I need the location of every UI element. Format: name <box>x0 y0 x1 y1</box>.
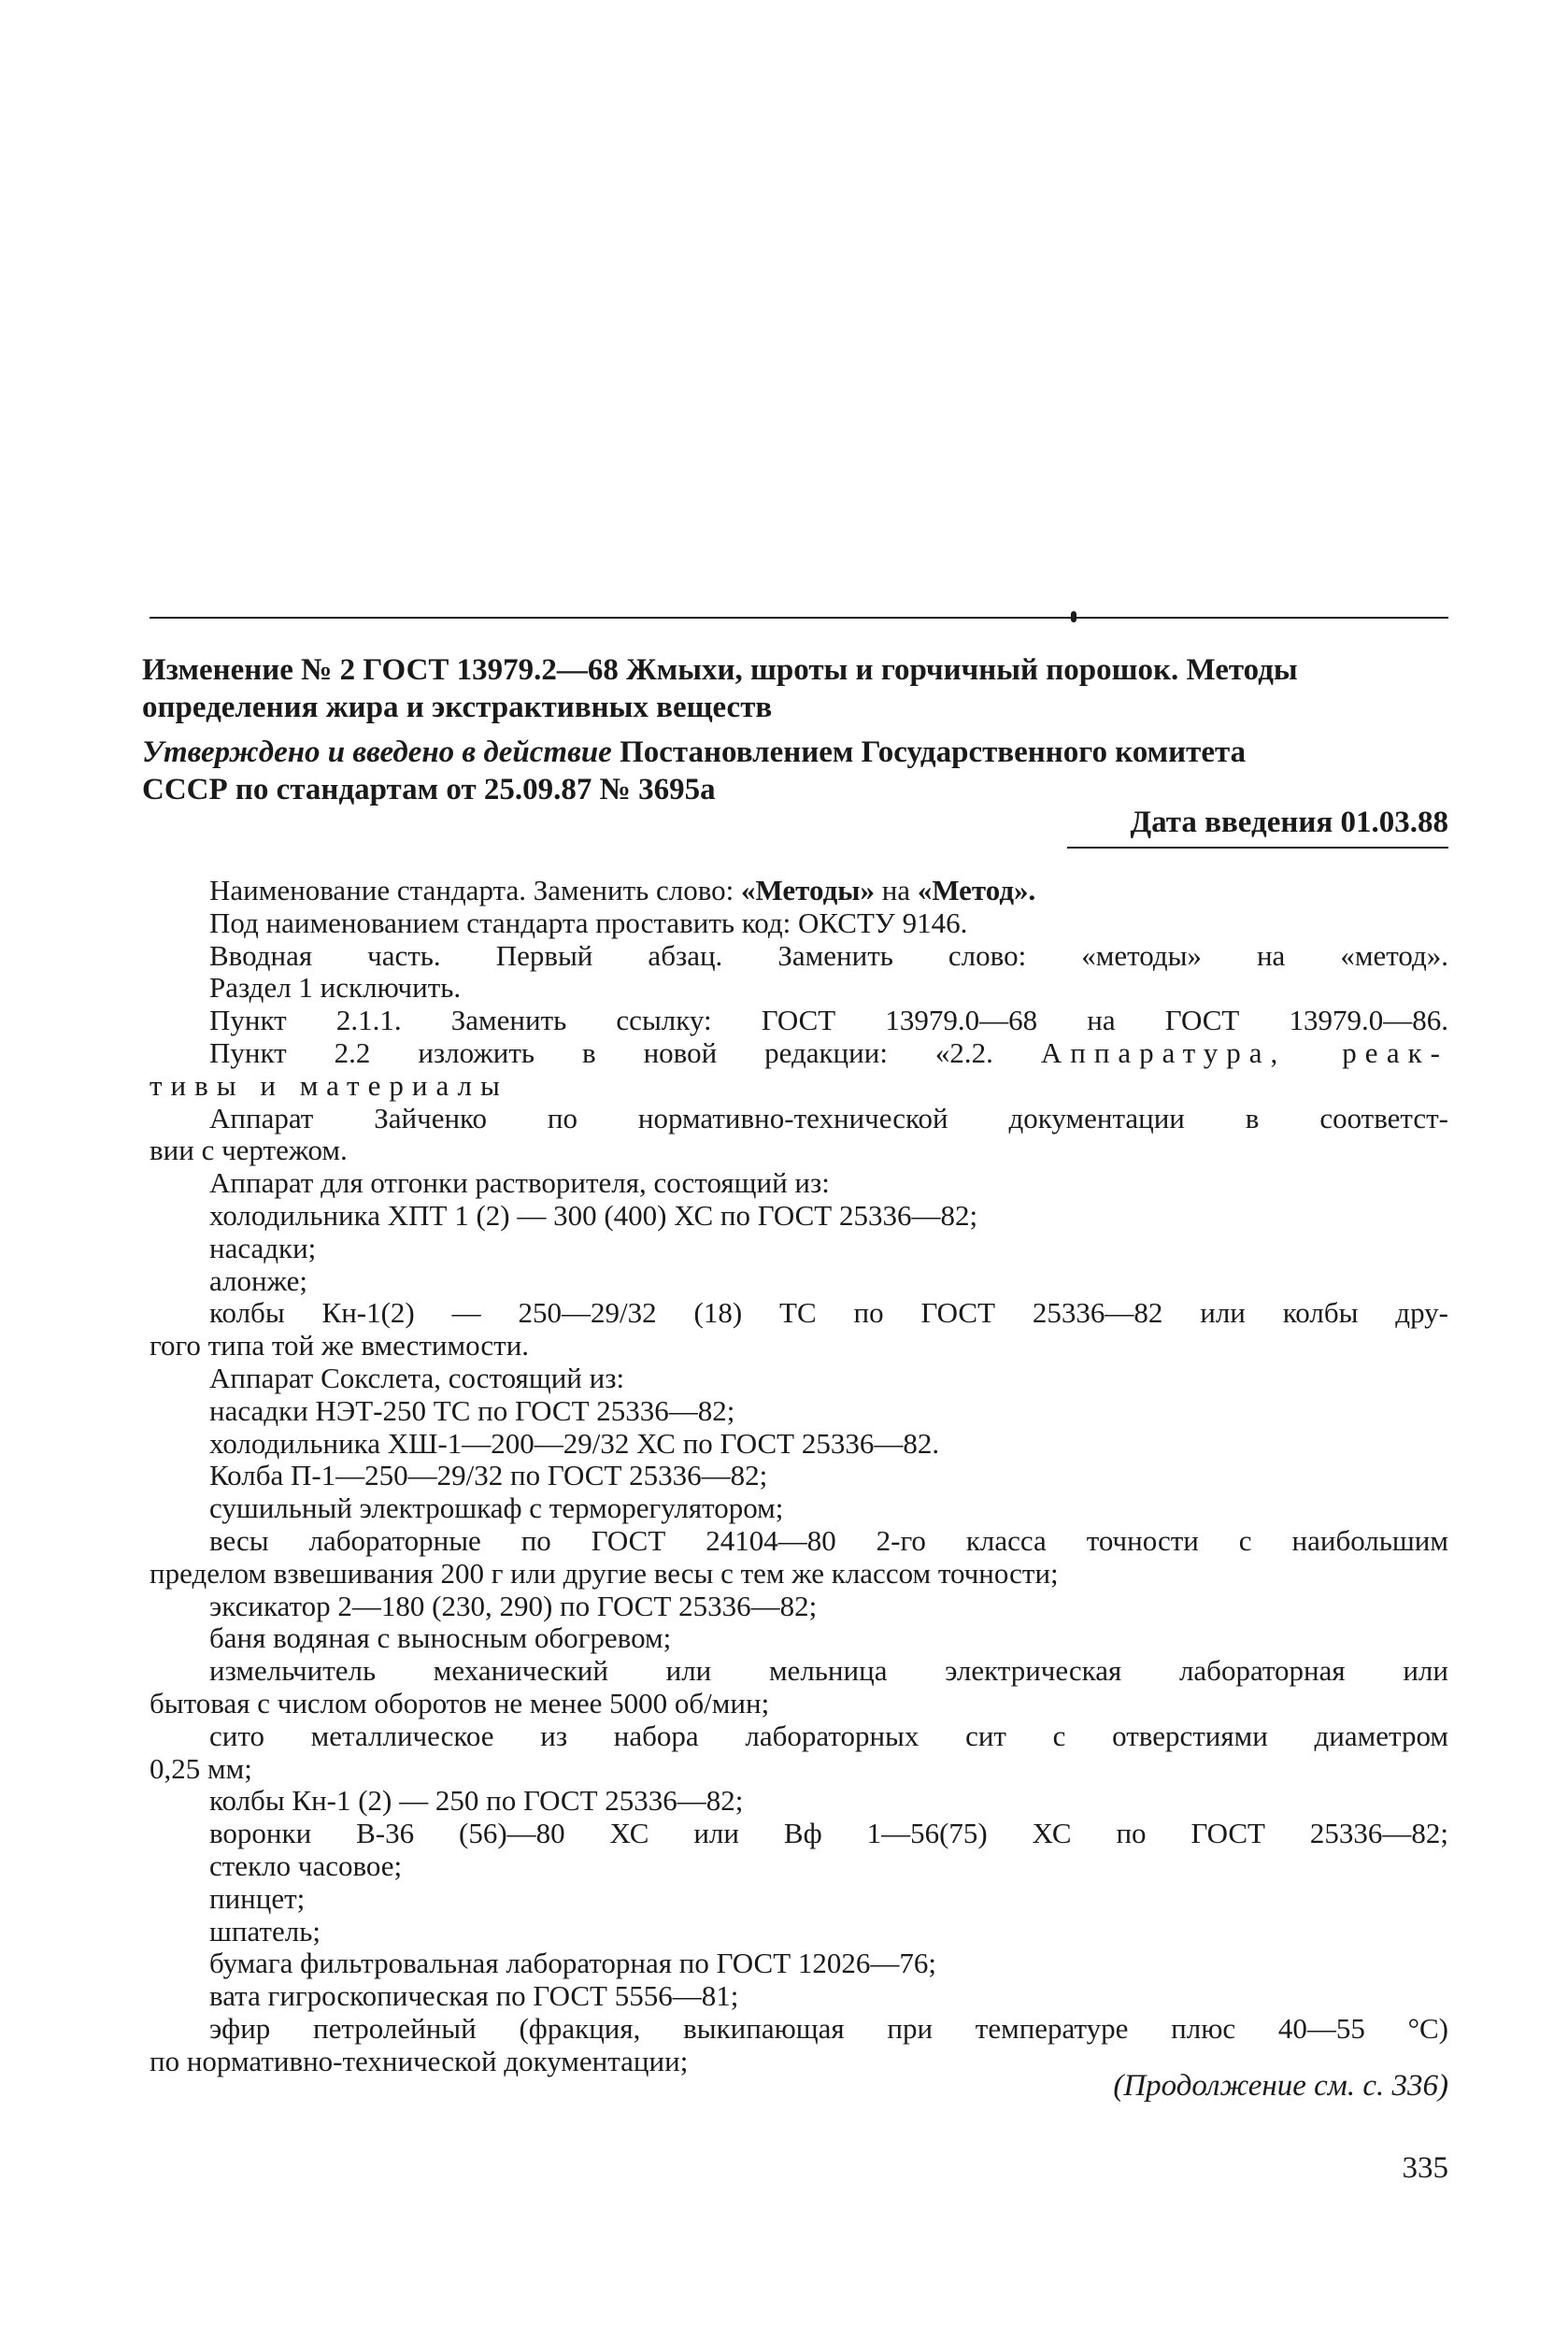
approval-italic: Утверждено и введено в действие <box>142 735 612 769</box>
text-segment-spaced: Аппаратура, реак- <box>1040 1035 1448 1069</box>
text-line: эксикатор 2—180 (230, 290) по ГОСТ 25336—82; <box>209 1589 818 1622</box>
text-line: Вводная часть. Первый абзац. Заменить слово: «методы» на «метод». <box>209 938 1448 972</box>
text-segment-bold: «Методы» <box>741 874 875 906</box>
text-segment: на <box>874 874 918 906</box>
text-line: гого типа той же вместимости. <box>150 1329 530 1363</box>
change-title-line2: определения жира и экстрактивных веществ <box>142 691 773 724</box>
text-line: Под наименованием стандарта проставить код: ОКСТУ 9146. <box>209 906 968 939</box>
change-title-line1: Изменение № 2 ГОСТ 13979.2—68 Жмыхи, шроты и горчичный порошок. Методы <box>142 653 1298 687</box>
text-line: воронки В-36 (56)—80 ХС или Вф 1—56(75) ХС по ГОСТ 25336—82; <box>209 1817 1448 1850</box>
text-segment: Пункт 2.2 изложить в новой редакции: «2.2. <box>209 1035 993 1069</box>
text-line: колбы Кн-1(2) — 250—29/32 (18) ТС по ГОСТ 25336—82 или колбы дру- <box>209 1296 1448 1330</box>
text-line <box>150 1037 1448 1070</box>
change-title <box>142 651 1450 726</box>
text-line: Пункт 2.1.1. Заменить ссылку: ГОСТ 13979.0—68 на ГОСТ 13979.0—86. <box>209 1004 1448 1037</box>
text-line: пределом взвешивания 200 г или другие весы с тем же классом точности; <box>150 1556 1059 1590</box>
text-line: Раздел 1 исключить. <box>209 971 462 1005</box>
text-line: Аппарат Сокслета, состоящий из: <box>209 1361 625 1394</box>
text-line: бумага фильтровальная лабораторная по ГОСТ 12026—76; <box>209 1947 937 1980</box>
text-line: по нормативно-технической документации; <box>150 2044 689 2077</box>
text-line: алонже; <box>209 1263 307 1297</box>
text-line: Аппарат Зайченко по нормативно-технической документации в соответст- <box>209 1101 1448 1134</box>
approval-line1 <box>142 734 1450 771</box>
effective-date: Дата введения 01.03.88 <box>1130 806 1448 839</box>
text-line: колбы Кн-1 (2) — 250 по ГОСТ 25336—82; <box>209 1784 744 1818</box>
text-segment-bold: «Метод». <box>917 874 1036 906</box>
text-line: холодильника ХПТ 1 (2) — 300 (400) ХС по ГОСТ 25336—82; <box>209 1198 978 1232</box>
text-line <box>150 875 1448 907</box>
text-line: сито металлическое из набора лабораторных сит с отверстиями диаметром <box>209 1719 1448 1752</box>
continuation-note: (Продолжение см. с. 336) <box>1113 2069 1448 2103</box>
date-underline <box>1067 847 1448 849</box>
text-line: пинцет; <box>209 1881 306 1915</box>
text-line: насадки НЭТ-250 ТС по ГОСТ 25336—82; <box>209 1393 735 1427</box>
page-number: 335 <box>1402 2151 1448 2185</box>
text-line: сушильный электрошкаф с терморегулятором; <box>209 1491 784 1525</box>
text-line: вии с чертежом. <box>150 1134 348 1167</box>
text-line: стекло часовое; <box>209 1848 403 1882</box>
text-line: измельчитель механический или мельница электрическая лабораторная или <box>209 1654 1448 1688</box>
text-line: Колба П-1—250—29/32 по ГОСТ 25336—82; <box>209 1459 768 1492</box>
text-line: вата гигроскопическая по ГОСТ 5556—81; <box>209 1979 739 2013</box>
text-line: весы лабораторные по ГОСТ 24104—80 2-го класса точности с наибольшим <box>209 1523 1448 1557</box>
approval-statement <box>142 734 1450 808</box>
text-line: холодильника ХШ-1—200—29/32 ХС по ГОСТ 25336—82. <box>209 1426 940 1460</box>
text-line: насадки; <box>209 1231 317 1264</box>
text-line: тивы и материалы <box>150 1068 508 1102</box>
text-line: шпатель; <box>209 1914 321 1948</box>
text-line: эфир петролейный (фракция, выкипающая при температуре плюс 40—55 °С) <box>209 2011 1448 2045</box>
text-line: Аппарат для отгонки растворителя, состоящий из: <box>209 1166 830 1200</box>
body-text <box>150 875 1448 2077</box>
text-line: бытовая с числом оборотов не менее 5000 об/мин; <box>150 1686 770 1719</box>
top-rule <box>150 617 1448 619</box>
approval-rest: Постановлением Государственного комитета <box>620 735 1247 769</box>
text-segment: Наименование стандарта. Заменить слово: <box>209 874 742 906</box>
rule-mark <box>1071 611 1076 622</box>
approval-line2: СССР по стандартам от 25.09.87 № 3695а <box>142 773 716 806</box>
text-line: 0,25 мм; <box>150 1751 252 1785</box>
text-line: баня водяная с выносным обогревом; <box>209 1621 672 1655</box>
